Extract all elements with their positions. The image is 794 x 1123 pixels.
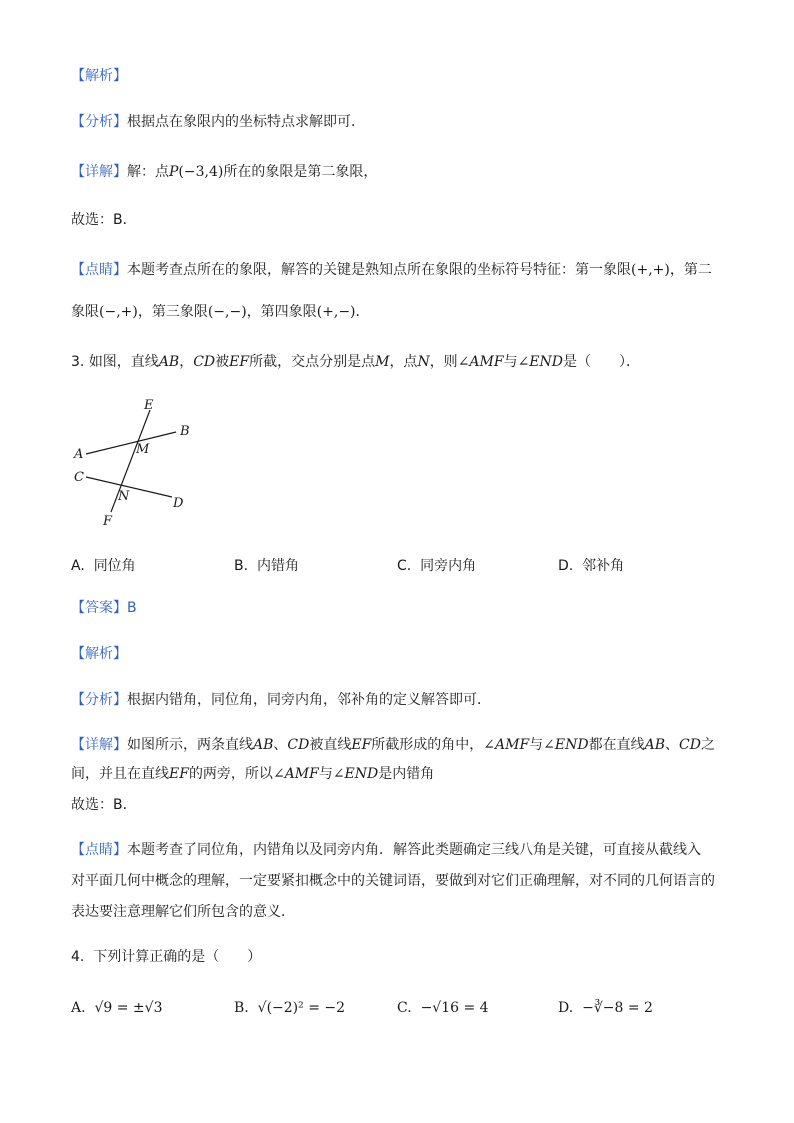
q3-comment-line-2: 对平面几何中概念的理解，一定要紧扣概念中的关键词语，要做到对它们正确理解，对不同的几何语言的: [71, 873, 715, 889]
option-letter: D.: [558, 558, 574, 574]
text: 是内错角: [378, 766, 435, 782]
q3-cd: CD: [193, 354, 216, 370]
text: 被直线: [309, 737, 352, 753]
q3-stem-d: ，点: [389, 354, 418, 370]
q3-analysis-text: 根据内错角，同位角，同旁内角，邻补角的定义解答即可．: [127, 692, 491, 708]
analysis-text: 根据点在象限内的坐标特点求解即可．: [127, 114, 365, 130]
math-angle-amf: ∠AMF: [483, 737, 530, 753]
q3-comment-line-3: 表达要注意理解它们所包含的意义．: [71, 904, 295, 920]
analysis-tag: 【分析】: [71, 114, 127, 130]
q3-m: M: [375, 354, 390, 370]
option-expr: √9 = ±√3: [94, 1000, 163, 1016]
label-e: E: [144, 398, 154, 413]
q4-option-a[interactable]: [71, 998, 163, 1018]
math-ab: AB: [644, 737, 666, 753]
q3-comment-tag: 【点睛】: [71, 842, 127, 858]
option-letter: C.: [397, 558, 412, 574]
q3-figure: [66, 392, 206, 532]
text: 之: [700, 737, 715, 753]
text: 间，并且在直线: [71, 766, 169, 782]
option-text: 邻补角: [582, 558, 625, 574]
q3-ef: EF: [229, 354, 250, 370]
comment-text-2d: ．: [355, 304, 370, 320]
detail-text-a: 解：点: [127, 164, 169, 180]
quadrant-1-sign: (+,+): [631, 262, 670, 278]
comment-text-1a: 本题考查点所在的象限，解答的关键是熟知点所在象限的坐标符号特征：第一象限: [127, 262, 631, 278]
comment-line-1: [71, 260, 712, 280]
label-n: N: [118, 489, 130, 504]
line-ef: [111, 410, 150, 512]
text: 都在直线: [588, 737, 645, 753]
q3-stem: [71, 352, 640, 372]
q3-stem-b: 被: [215, 354, 230, 370]
q3-choice-line: 故选：B．: [71, 797, 137, 813]
option-expr: −√16 = 4: [420, 1000, 489, 1016]
label-d: D: [173, 496, 184, 511]
line-ab: [86, 432, 176, 454]
point-name: P: [169, 164, 179, 180]
choice-line: 故选：B．: [71, 212, 137, 228]
q3-analysis-heading: 【解析】: [71, 646, 127, 662]
quadrant-4-sign: (+,−): [316, 304, 356, 320]
option-letter: B.: [234, 1000, 249, 1016]
text: 所截形成的角中，: [371, 737, 484, 753]
q3-sep: ，: [179, 354, 194, 370]
q3-detail-line-2: [71, 764, 434, 784]
q3-number: 3.: [71, 354, 85, 370]
q4-option-b[interactable]: [234, 998, 345, 1018]
q3-ab: AB: [158, 354, 180, 370]
text: 与: [529, 737, 544, 753]
comment-text-2c: ，第四象限: [246, 304, 317, 320]
comment-text-2b: ，第三象限: [137, 304, 208, 320]
q3-stem-a: 如图，直线: [88, 354, 159, 370]
option-letter: A.: [71, 1000, 86, 1016]
q3-angle-amf: ∠AMF: [457, 354, 504, 370]
q3-option-d[interactable]: [558, 556, 624, 576]
detail-tag: 【详解】: [71, 164, 127, 180]
option-text: 同位角: [93, 558, 136, 574]
q3-stem-f: 与: [503, 354, 518, 370]
option-letter: B.: [234, 558, 249, 574]
math-angle-end: ∠END: [332, 766, 379, 782]
q3-answer: [71, 598, 137, 618]
label-m: M: [136, 442, 150, 457]
q4-stem-text: 下列计算正确的是（ ）: [93, 949, 262, 965]
text: 的两旁，所以: [188, 766, 273, 782]
q4-stem: [71, 947, 261, 967]
label-a: A: [74, 447, 84, 462]
text: 与: [318, 766, 333, 782]
q3-option-a[interactable]: [71, 556, 136, 576]
option-text: 内错角: [256, 558, 299, 574]
q3-angle-end: ∠END: [517, 354, 564, 370]
math-ab: AB: [253, 737, 274, 753]
comment-text-2a: 象限: [71, 304, 99, 320]
detail-text-b: 所在的象限是第二象限，: [223, 164, 378, 180]
label-c: C: [74, 470, 84, 485]
label-f: F: [103, 514, 113, 529]
detail-line: [71, 162, 377, 182]
q3-detail-line-1: [71, 735, 715, 755]
text: 如图所示，两条直线: [127, 737, 253, 753]
option-expr: √(−2)² = −2: [257, 1000, 346, 1016]
comment-tag: 【点睛】: [71, 262, 127, 278]
math-ef: EF: [351, 737, 372, 753]
text: 、: [273, 737, 288, 753]
math-cd: CD: [287, 737, 310, 753]
q3-stem-c: 所截，交点分别是点: [249, 354, 376, 370]
option-letter: D.: [558, 1000, 574, 1016]
option-letter: A.: [71, 558, 85, 574]
analysis-heading: 【解析】: [71, 68, 127, 84]
text: 、: [665, 737, 680, 753]
q3-stem-g: 是（ ）．: [563, 354, 641, 370]
answer-text: 【答案】B: [71, 600, 137, 616]
quadrant-2-sign: (−,+): [99, 304, 138, 320]
math-cd: CD: [679, 737, 701, 753]
q3-option-b[interactable]: [234, 556, 299, 576]
option-expr: −∛−8 = 2: [582, 1000, 653, 1016]
q3-comment-line-1: [71, 840, 701, 860]
q4-number: 4.: [71, 949, 85, 965]
comment-line-2: [71, 302, 370, 322]
text: 本题考查了同位角，内错角以及同旁内角．解答此类题确定三线八角是关键，可直接从截线入: [127, 842, 701, 858]
q3-option-c[interactable]: [397, 556, 476, 576]
comment-text-1b: ，第二: [669, 262, 712, 278]
q3-stem-e: ，则: [429, 354, 458, 370]
point-coords: (−3,4): [178, 164, 224, 180]
q3-analysis-line: [71, 690, 491, 710]
option-letter: C.: [397, 1000, 412, 1016]
math-ef: EF: [169, 766, 189, 782]
q4-option-d[interactable]: [558, 998, 653, 1018]
q3-analysis-tag: 【分析】: [71, 692, 127, 708]
quadrant-3-sign: (−,−): [207, 304, 247, 320]
analysis-line: [71, 112, 365, 132]
math-angle-end: ∠END: [543, 737, 589, 753]
q3-n: N: [417, 354, 430, 370]
q3-detail-tag: 【详解】: [71, 737, 127, 753]
q4-option-c[interactable]: [397, 998, 489, 1018]
label-b: B: [180, 424, 190, 439]
option-text: 同旁内角: [420, 558, 477, 574]
math-angle-amf: ∠AMF: [272, 766, 319, 782]
